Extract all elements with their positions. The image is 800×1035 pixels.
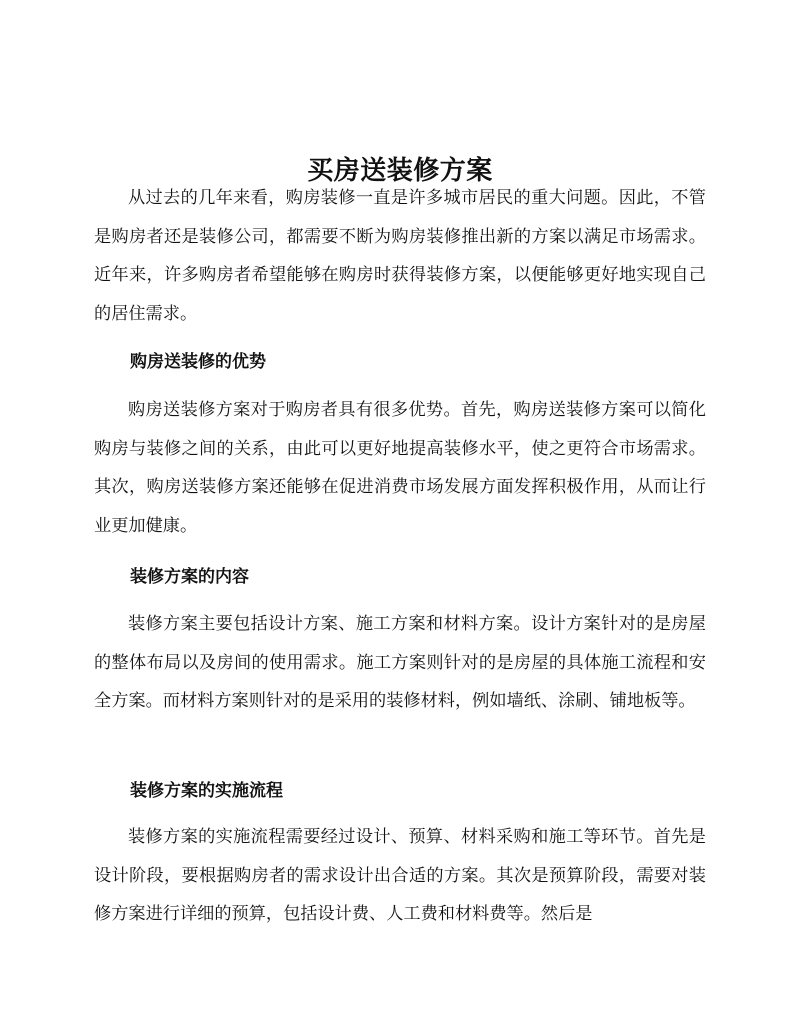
section-body-content: 装修方案主要包括设计方案、施工方案和材料方案。设计方案针对的是房屋的整体布局以及房间的使用需求。施工方案则针对的是房屋的具体施工流程和安全方案。而材料方案则针对的是采用的装修材料，例如墙纸、涂刷、铺地板等。 (94, 614, 706, 711)
document-title: 买房送装修方案 (307, 156, 493, 187)
section-heading-content: 装修方案的内容 (130, 567, 249, 587)
section-body-process: 装修方案的实施流程需要经过设计、预算、材料采购和施工等环节。首先是设计阶段，要根据购房者的需求设计出合适的方案。其次是预算阶段，需要对装修方案进行详细的预算，包括设计费、人工费和材料费等。然后是 (94, 827, 706, 924)
section-heading-advantages: 购房送装修的优势 (130, 352, 266, 372)
section-body-advantages: 购房送装修方案对于购房者具有很多优势。首先，购房送装修方案可以简化购房与装修之间的关系，由此可以更好地提高装修水平，使之更符合市场需求。其次，购房送装修方案还能够在促进消费市场发展方面发挥积极作用，从而让行业更加健康。 (94, 400, 706, 536)
intro-paragraph: 从过去的几年来看，购房装修一直是许多城市居民的重大问题。因此，不管是购房者还是装修公司，都需要不断为购房装修推出新的方案以满足市场需求。近年来，许多购房者希望能够在购房时获得装修方案，以便能够更好地实现自己的居住需求。 (94, 188, 706, 324)
section-heading-process: 装修方案的实施流程 (130, 781, 283, 801)
